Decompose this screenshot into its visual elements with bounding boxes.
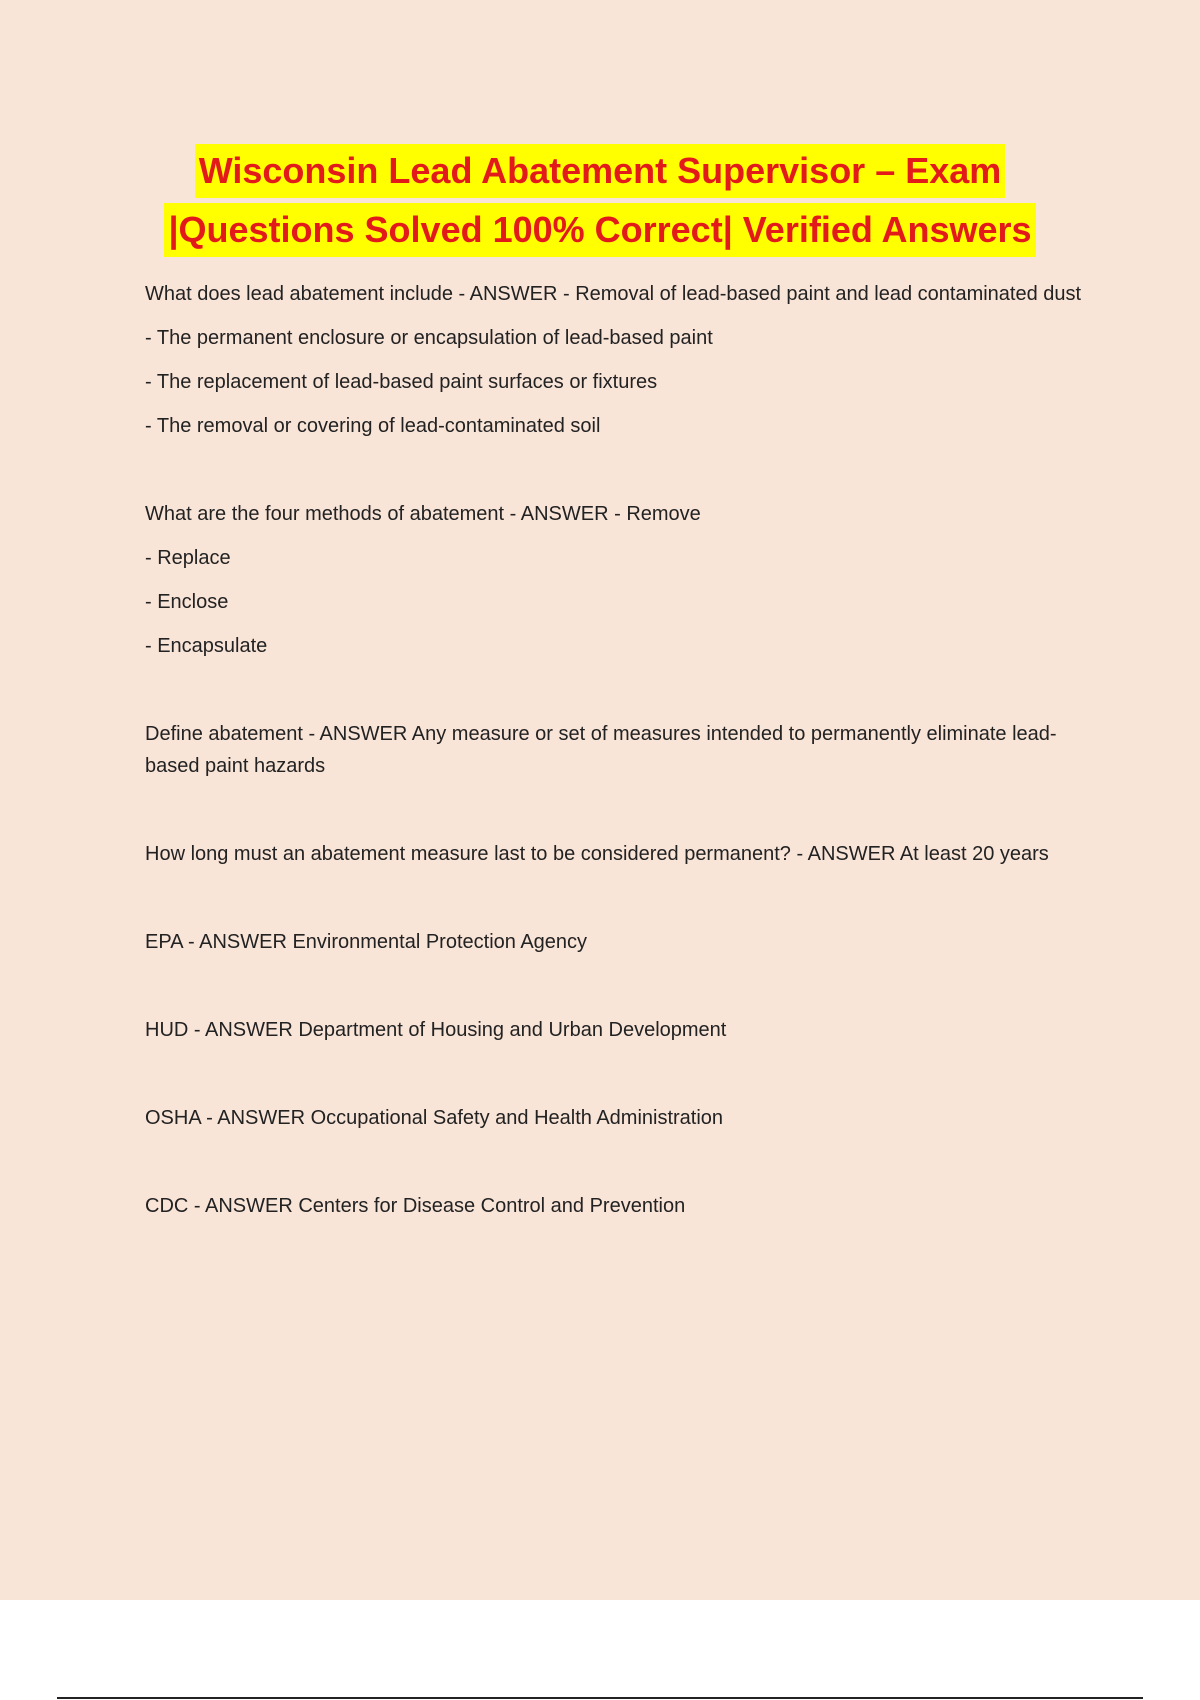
qa-text: EPA - ANSWER Environmental Protection Agency [145,931,588,953]
qa-item [145,838,1095,870]
qa-bullet: - Encapsulate [145,635,268,657]
title-row-1 [0,144,1200,203]
qa-item [145,718,1095,782]
qa-text: How long must an abatement measure last to be considered permanent? - ANSWER At least 20 years [145,843,1049,865]
qa-bullet: - The permanent enclosure or encapsulation of lead-based paint [145,327,713,349]
qa-text: CDC - ANSWER Centers for Disease Control and Prevention [145,1195,686,1217]
title-line-2: |Questions Solved 100% Correct| Verified Answers [164,203,1035,257]
qa-item [145,1190,1095,1222]
qa-text: HUD - ANSWER Department of Housing and Urban Development [145,1019,727,1041]
title-row-2 [0,203,1200,262]
qa-item [145,278,1095,442]
qa-bullet: - The removal or covering of lead-contaminated soil [145,415,601,437]
title-line-1: Wisconsin Lead Abatement Supervisor – Exam [195,144,1006,198]
qa-text: Define abatement - ANSWER Any measure or set of measures intended to permanently eliminate lead-based paint hazards [145,723,1057,777]
qa-text: OSHA - ANSWER Occupational Safety and Health Administration [145,1107,724,1129]
qa-bullet: - Replace [145,547,231,569]
page-bottom-rule [57,1697,1143,1699]
qa-text: What are the four methods of abatement - ANSWER - Remove [145,503,701,525]
document-title [0,144,1200,262]
qa-list [145,278,1095,1222]
qa-text: What does lead abatement include - ANSWER - Removal of lead-based paint and lead contaminated dust [145,283,1082,305]
qa-bullet: - The replacement of lead-based paint surfaces or fixtures [145,371,658,393]
qa-item [145,498,1095,662]
qa-bullet: - Enclose [145,591,229,613]
qa-item [145,1102,1095,1134]
qa-item [145,926,1095,958]
qa-item [145,1014,1095,1046]
